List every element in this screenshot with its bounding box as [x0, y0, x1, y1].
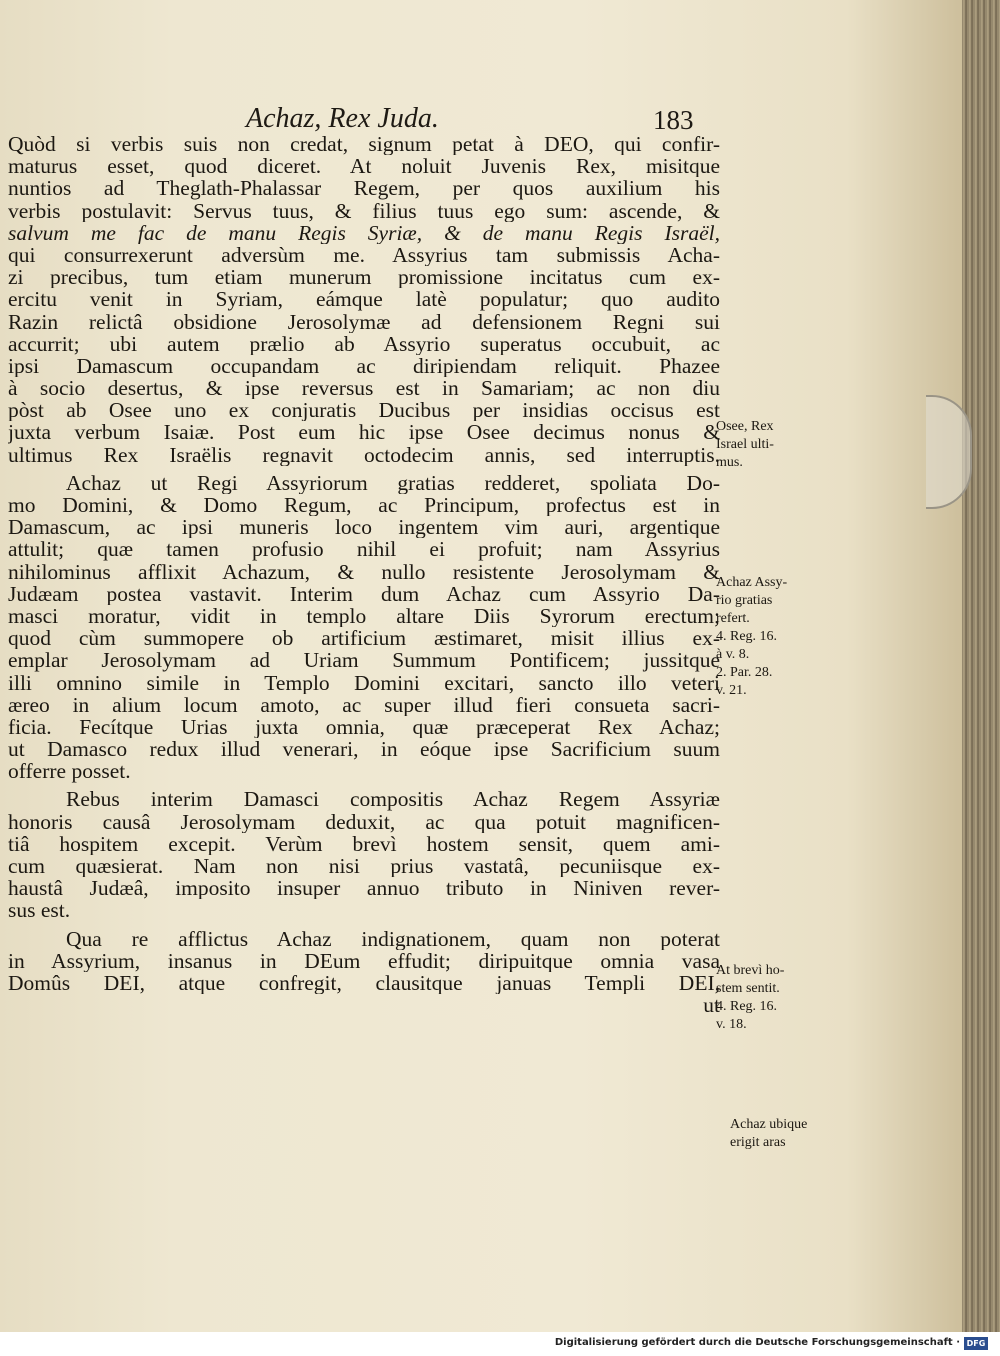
marginal-line: 2. Par. 28.: [716, 665, 773, 680]
text-line: ipsi Damascum occupandam ac diripiendam reliquit. Phazee: [8, 354, 720, 378]
marginal-line: At brevì ho-: [716, 963, 785, 978]
text-line: honoris causâ Jerosolymam deduxit, ac qua potuit magnificen-: [8, 810, 720, 833]
marginal-line: erigit aras: [730, 1135, 786, 1150]
text-line: zi precibus, tum etiam munerum promissione incitatus cum ex-: [8, 266, 720, 289]
marginal-line: mus.: [716, 455, 743, 470]
text-line: verbis postulavit: Servus tuus, & filius tuus ego sum: ascende, &: [8, 199, 720, 222]
paragraph-2: [8, 472, 720, 783]
text-line: ercitu venit in Syriam, eámque latè populatur; quo audito: [8, 288, 720, 311]
text-line: Quòd si verbis suis non credat, signum petat à DEO, qui confir-: [8, 133, 720, 156]
text-line: nuntios ad Theglath-Phalassar Regem, per quos auxilium his: [8, 177, 720, 200]
marginal-line: 4. Reg. 16.: [716, 999, 778, 1014]
paragraph-4: [8, 928, 720, 1017]
book-page-edges: [962, 0, 1000, 1332]
text-line: nihilominus afflixit Achazum, & nullo resistente Jerosolymam &: [8, 560, 720, 583]
marginal-line: refert.: [716, 611, 750, 626]
dfg-logo: DFG: [964, 1337, 988, 1350]
marginal-note-achaz-gratias: [716, 574, 826, 700]
running-title: Achaz, Rex Juda.: [246, 103, 439, 134]
footer-bar: [0, 1332, 1000, 1356]
marginal-line: v. 21.: [716, 683, 747, 698]
text-line: Qua re afflictus Achaz indignationem, quam non poterat: [66, 927, 720, 950]
marginal-line: 4. Reg. 16.: [716, 629, 778, 644]
text-line: Razin relictâ obsidione Jerosolymæ ad defensionem Regni sui: [8, 310, 720, 333]
text-line: in Assyrium, insanus in DEum effudit; diripuitque omnia vasa: [8, 949, 720, 972]
paragraph-1: [8, 133, 720, 466]
text-line: attulit; quæ tamen profusio nihil ei profuit; nam Assyrius: [8, 538, 720, 561]
marginal-line: Osee, Rex: [716, 419, 774, 434]
text-line: cum quæsierat. Nam non nisi prius vastatâ, pecuniisque ex-: [8, 855, 720, 878]
text-line: emplar Jerosolymam ad Uriam Summum Pontificem; jussitque: [8, 649, 720, 672]
text-line: illi omnino simile in Templo Domini excitari, sancto illo veteri: [8, 671, 720, 694]
text-line: accurrit; ubi autem prælio ab Assyrio superatus occubuit, ac: [8, 332, 720, 355]
text-line: ut Damasco redux illud venerari, in eóque ipse Sacrificium suum: [8, 738, 720, 761]
marginal-line: Israel ulti-: [716, 437, 774, 452]
text-line: salvum me fac de manu Regis Syriæ, & de manu Regis Israël,: [8, 221, 720, 244]
text-line: à socio desertus, & ipse reversus est in Samariam; ac non diu: [8, 377, 720, 400]
body-text: [8, 133, 720, 1016]
text-line: qui consurrexerunt adversùm me. Assyrius tam submissis Acha-: [8, 243, 720, 267]
paragraph-3: [8, 788, 720, 921]
text-line: Rebus interim Damasci compositis Achaz Regem Assyriæ: [66, 788, 720, 811]
text-line: quod cùm summopere ob artificium æstimaret, misit illius ex-: [8, 627, 720, 650]
text-line: offerre posset.: [8, 759, 131, 784]
text-line: sus est.: [8, 898, 71, 923]
footer-credit: Digitalisierung gefördert durch die Deutsche Forschungsgemeinschaft ·: [554, 1337, 960, 1348]
text-line: tiâ hospitem excepit. Verùm brevì hostem sensit, quem ami-: [8, 832, 720, 855]
catchword: ut: [703, 993, 720, 1018]
text-line: Achaz ut Regi Assyriorum gratias redderet, spoliata Do-: [66, 471, 720, 494]
text-line: mo Domini, & Domo Regum, ac Principum, profectus est in: [8, 494, 720, 517]
text-line: haustâ Judæâ, imposito insuper annuo tributo in Niniven rever-: [8, 877, 720, 900]
marginal-line: rio gratias: [716, 593, 773, 608]
text-line: æreo in alium locum amoto, ac super illud fieri consueta sacri-: [8, 693, 720, 716]
marginal-line: v. 18.: [716, 1017, 747, 1032]
marginal-line: Achaz ubique: [730, 1117, 808, 1132]
text-line: pòst ab Osee uno ex conjuratis Ducibus per insidias occisus est: [8, 399, 720, 422]
text-line: maturus esset, quod diceret. At noluit Juvenis Rex, misitque: [8, 155, 720, 178]
text-line: ficia. Fecítque Urias juxta omnia, quæ præceperat Rex Achaz;: [8, 715, 720, 739]
text-line: ultimus Rex Israëlis regnavit octodecim annis, sed interruptis.: [8, 443, 720, 466]
marginal-line: stem sentit.: [716, 981, 780, 996]
marginal-note-brevi-hostem: [716, 962, 826, 1034]
text-line: Damascum, ac ipsi muneris loco ingentem vim auri, argentique: [8, 516, 720, 539]
text-line: Judæam postea vastavit. Interim dum Achaz cum Assyrio Da-: [8, 582, 720, 605]
marginal-note-osee: [716, 418, 826, 472]
text-line: masci moratur, vidit in templo altare Diis Syrorum erectum;: [8, 604, 720, 628]
text-line: Domûs DEI, atque confregit, clausitque januas Templi DEI,: [8, 971, 720, 995]
marginal-line: à v. 8.: [716, 647, 750, 662]
marginal-line: Achaz Assy-: [716, 575, 788, 590]
text-line: juxta verbum Isaiæ. Post eum hic ipse Osee decimus nonus &: [8, 421, 720, 444]
marginal-note-aras: [730, 1116, 840, 1152]
page-number: 183: [653, 105, 694, 135]
